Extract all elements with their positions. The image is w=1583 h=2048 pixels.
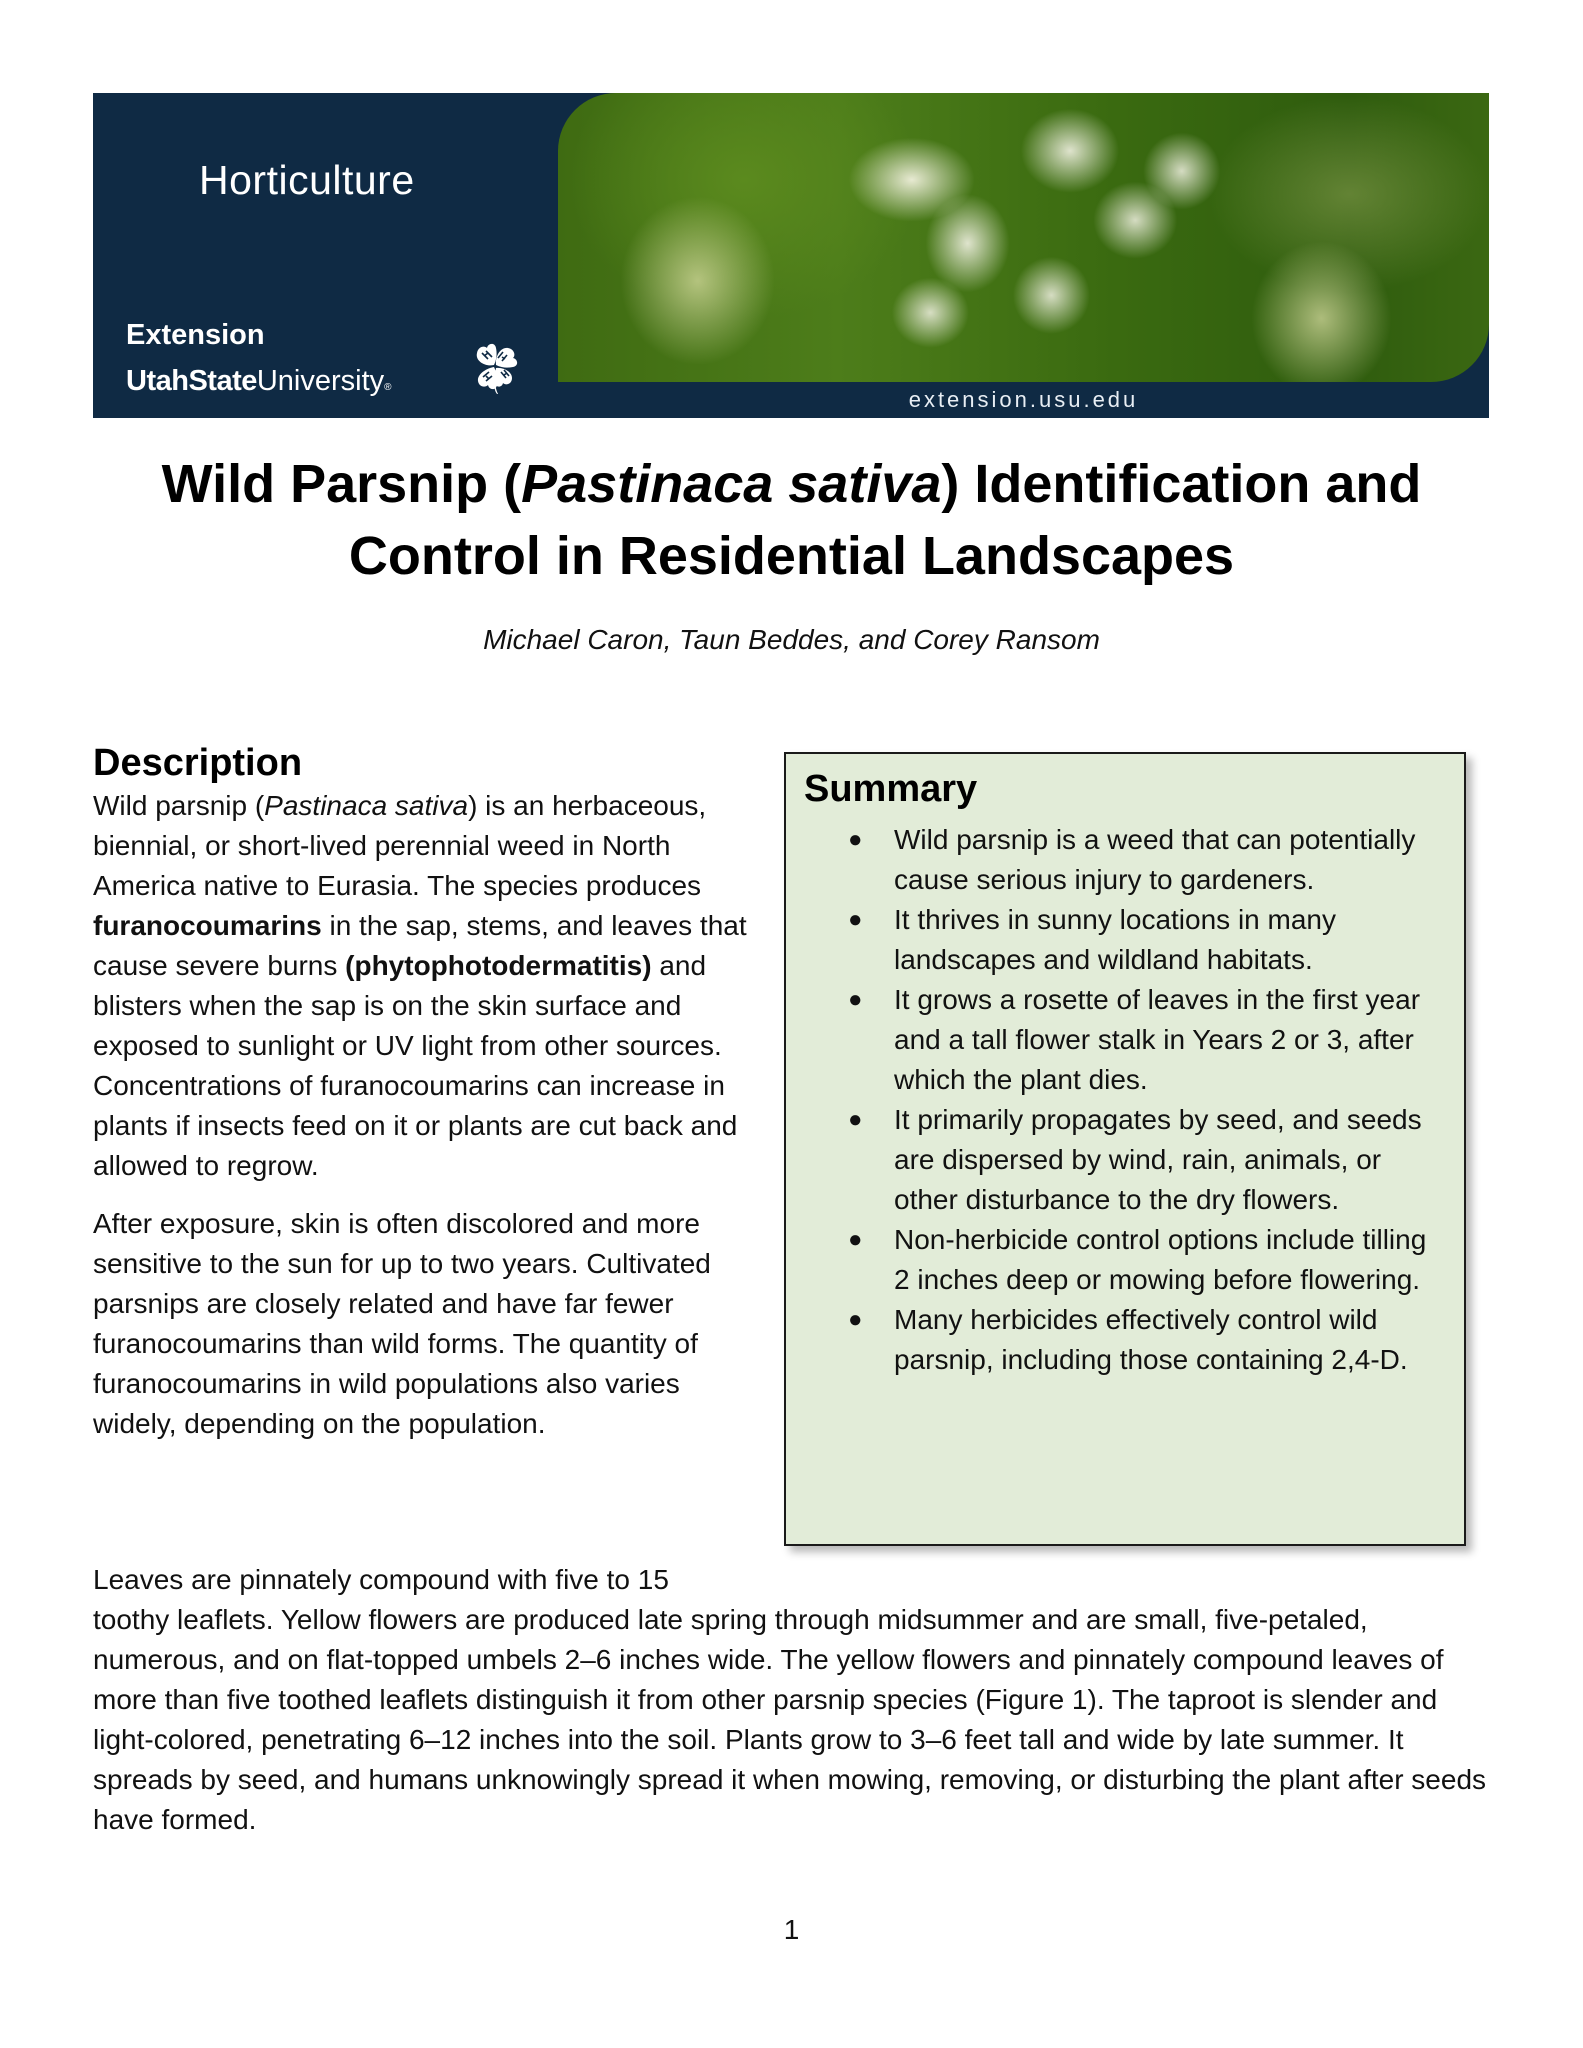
4-h-clover-icon xyxy=(467,339,523,395)
bullet-icon: ● xyxy=(848,826,863,853)
authors: Michael Caron, Taun Beddes, and Corey Ransom xyxy=(483,624,1100,655)
summary-item xyxy=(786,820,1446,900)
bullet-icon: ● xyxy=(848,986,863,1013)
term-furanocoumarins: furanocoumarins xyxy=(93,910,322,941)
summary-item-text: It primarily propagates by seed, and seeds are dispersed by wind, rain, animals, or other disturbance to the dry flowers. xyxy=(894,1104,1422,1215)
summary-item-text: Wild parsnip is a weed that can potentially cause serious injury to gardeners. xyxy=(894,824,1416,895)
title-scientific-name: Pastinaca sativa xyxy=(521,454,942,514)
text-run: Wild parsnip ( xyxy=(93,790,265,821)
header-banner xyxy=(93,93,1489,418)
title-part2: ) Identification and xyxy=(941,454,1422,514)
summary-item-text: It thrives in sunny locations in many landscapes and wildland habitats. xyxy=(894,904,1336,975)
header-photo-white-flowers xyxy=(558,93,1489,382)
bullet-icon: ● xyxy=(848,1306,863,1333)
title-part1: Wild Parsnip ( xyxy=(161,454,522,514)
page-number: 1 xyxy=(783,1914,800,1945)
paragraph-3-rest: toothy leaflets. Yellow flowers are produced late spring through midsummer and are small, five-petaled, numerous, and on flat-topped umbels 2–6 inches wide. The yellow flowers and pinnately compound leaves of more than five toothed leaflets distinguish it from other parsnip species (Figure 1). The taproot is slender and light-colored, penetrating 6–12 inches into the soil. Plants grow to 3–6 feet tall and wide by late summer. It spreads by seed, and humans unknowingly spread it when mowing, removing, or disturbing the plant after seeds have formed. xyxy=(93,1604,1487,1835)
description-paragraph-2: After exposure, skin is often discolored and more sensitive to the sun for up to two years. Cultivated parsnips are closely related and have far fewer furanocoumarins than wild forms. The quantity of furanocoumarins in wild populations also varies widely, depending on the population. xyxy=(93,1208,711,1439)
summary-item xyxy=(786,1100,1446,1220)
summary-item-text: Non-herbicide control options include tilling 2 inches deep or mowing before flowering. xyxy=(894,1224,1427,1295)
summary-heading: Summary xyxy=(804,768,978,810)
title-line2: Control in Residential Landscapes xyxy=(348,526,1235,586)
summary-item-text: Many herbicides effectively control wild parsnip, including those containing 2,4-D. xyxy=(894,1304,1408,1375)
description-paragraph-3 xyxy=(93,1560,1493,1840)
description-heading: Description xyxy=(93,742,303,784)
website-url: extension.usu.edu xyxy=(908,387,1139,412)
scientific-name: Pastinaca sativa xyxy=(264,790,469,821)
text-run: and blisters when the sap is on the skin surface and exposed to sunlight or UV light from other sources. Concentrations of furanocoumarins can increase in plants if insects feed on it or plants are cut back and allowed to regrow. xyxy=(93,950,738,1181)
summary-item xyxy=(786,1220,1446,1300)
text-run: in the sap, stems, and leaves that cause severe burns xyxy=(93,910,747,981)
paragraph-3-first-line: Leaves are pinnately compound with five to 15 xyxy=(93,1564,669,1595)
description-section xyxy=(93,740,753,1462)
bullet-icon: ● xyxy=(848,1106,863,1133)
summary-list xyxy=(786,820,1446,1380)
usu-logo-text xyxy=(126,365,392,398)
department-label: Horticulture xyxy=(199,157,415,203)
summary-item xyxy=(786,1300,1446,1380)
bullet-icon: ● xyxy=(848,906,863,933)
summary-box xyxy=(784,752,1466,1546)
summary-item xyxy=(786,980,1446,1100)
summary-item xyxy=(786,900,1446,980)
bullet-icon: ● xyxy=(848,1226,863,1253)
usu-logo-bold: UtahState xyxy=(126,365,257,397)
registered-mark: ® xyxy=(384,382,392,393)
page-title xyxy=(60,448,1523,592)
summary-item-text: It grows a rosette of leaves in the first year and a tall flower stalk in Years 2 or 3, after which the plant dies. xyxy=(894,984,1421,1095)
usu-logo-regular: University xyxy=(256,365,385,397)
description-paragraph-1 xyxy=(93,786,753,1186)
text-run: ) is an herbaceous, biennial, or short-lived perennial weed in North America native to Eurasia. The species produces xyxy=(93,790,707,901)
extension-label: Extension xyxy=(126,319,265,351)
term-phytophotodermatitis: (phytophotodermatitis) xyxy=(345,950,652,981)
